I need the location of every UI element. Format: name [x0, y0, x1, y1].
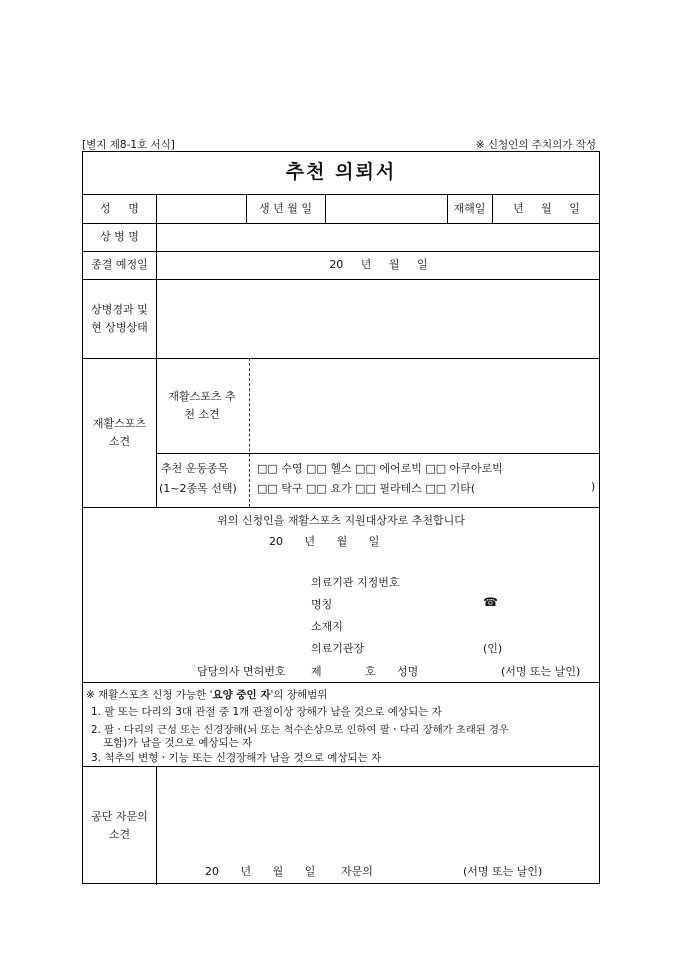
birth-field[interactable]	[325, 194, 447, 223]
sports-label: 추천 운동종목	[161, 462, 229, 475]
name-label: 성 명	[100, 201, 139, 215]
doctor-license-label: 담당의사 면허번호	[197, 665, 286, 678]
end-date-label: 종결 예정일	[91, 258, 148, 272]
institution-name-label: 명칭	[311, 598, 333, 611]
recommend-statement: 위의 신청인을 재활스포츠 지원대상자로 추천합니다	[217, 514, 465, 527]
rehab-label: 재활스포츠 소견	[92, 417, 147, 448]
sports-label-note: (1~2종목 선택)	[159, 482, 237, 495]
rule	[83, 507, 599, 508]
scope-heading: ※ 재활스포츠 신청 가능한 '요양 중인 자'의 장해범위	[86, 689, 328, 701]
address-label: 소재지	[311, 620, 343, 633]
phone-icon: ☎	[483, 595, 498, 609]
dashed-rule	[249, 358, 250, 507]
rule	[156, 453, 599, 454]
doctor-name-label: 성명	[397, 665, 419, 678]
advisory-field[interactable]	[156, 766, 601, 856]
injury-name-field[interactable]	[156, 223, 601, 251]
advisory-date[interactable]: 20 년 월 일	[205, 865, 316, 878]
doctor-signature[interactable]: (서명 또는 날인)	[501, 665, 581, 678]
license-suffix: 호	[365, 665, 376, 678]
advisory-label: 공단 자문의 소견	[91, 810, 148, 841]
name-field[interactable]	[156, 194, 246, 223]
sports-options-2[interactable]: □□ 탁구 □□ 요가 □□ 필라테스 □□ 기타(	[257, 482, 476, 495]
birth-label: 생 년 월 일	[259, 201, 312, 215]
license-prefix: 제	[311, 665, 322, 678]
scope-item-2-cont: 포함)가 남을 것으로 예상되는 자	[103, 737, 253, 749]
scope-item-3: 3. 척추의 변형ㆍ기능 또는 신경장해가 남을 것으로 예상되는 자	[91, 752, 382, 764]
seal-mark: (인)	[483, 642, 503, 655]
document-title: 추천 의뢰서	[285, 161, 397, 184]
advisor-signature[interactable]: (서명 또는 날인)	[463, 865, 543, 878]
injury-date-value[interactable]: 년 월 일	[513, 201, 580, 215]
sports-options-1[interactable]: □□ 수영 □□ 헬스 □□ 에어로빅 □□ 아쿠아로빅	[257, 462, 503, 475]
form-frame	[82, 151, 600, 884]
form-number: [별지 제8-1호 서식]	[82, 139, 175, 151]
scope-item-2: 2. 팔ㆍ다리의 근성 또는 신경장해(뇌 또는 척수손상으로 인하여 팔ㆍ다리 장해가 초래된 경우	[91, 724, 509, 736]
rehab-opinion-label: 재활스포츠 추천 소견	[168, 390, 236, 421]
director-label: 의료기관장	[311, 642, 365, 655]
end-date-value[interactable]: 20 년 월 일	[329, 258, 428, 272]
advisor-label: 자문의	[341, 865, 373, 878]
course-label: 상병경과 및 현 상병상태	[91, 303, 148, 334]
injury-date-label: 재해일	[453, 201, 486, 215]
scope-item-1: 1. 팔 또는 다리의 3대 관절 중 1개 관절이상 장해가 남을 것으로 예상되는 자	[91, 706, 442, 718]
sports-close: )	[591, 480, 596, 493]
recommend-date[interactable]: 20 년 월 일	[269, 535, 380, 548]
rule	[83, 682, 599, 683]
institution-number-label: 의료기관 지정번호	[311, 576, 400, 589]
injury-name-label: 상 병 명	[100, 230, 139, 244]
rehab-opinion-field[interactable]	[253, 358, 601, 453]
author-note: ※ 신청인의 주치의가 작성	[475, 139, 596, 151]
course-field[interactable]	[156, 279, 601, 358]
